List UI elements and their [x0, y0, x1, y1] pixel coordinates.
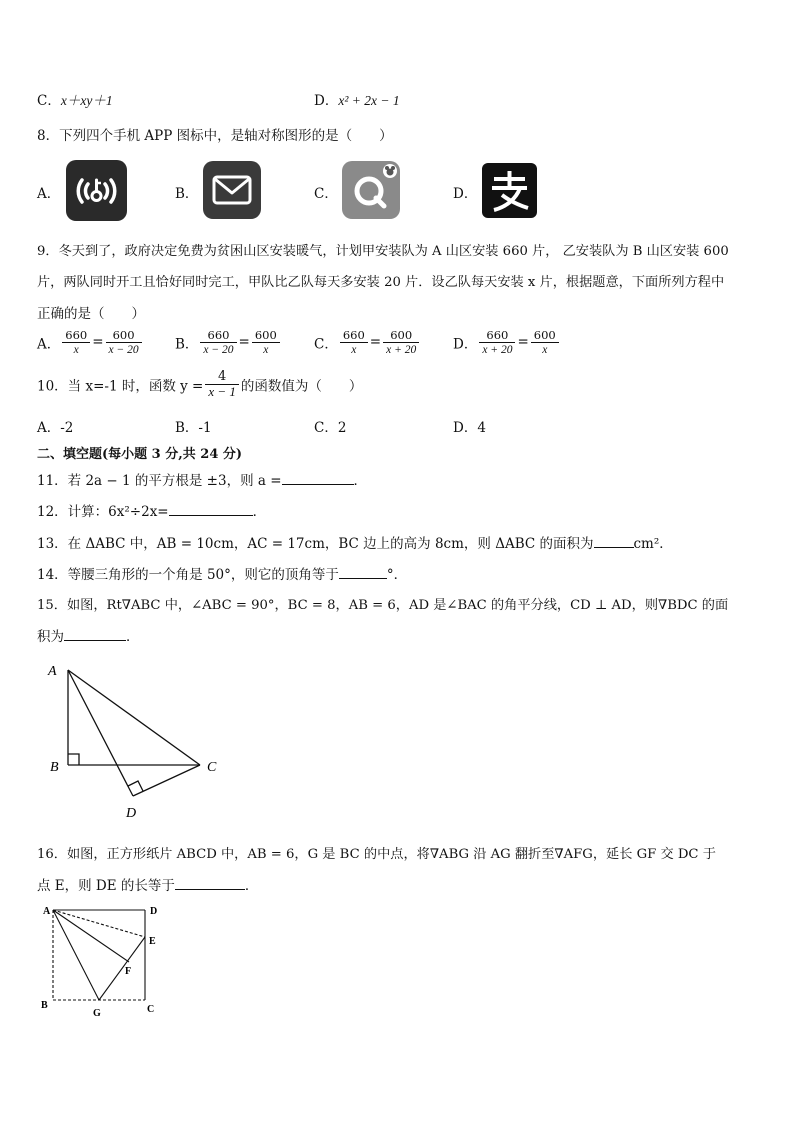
q8-option-a-label: A．: [37, 186, 61, 202]
q10-stem-post: 的函数值为（ ）: [240, 378, 363, 395]
q9-option-a-label: A．: [37, 336, 61, 353]
q12-post: ．: [252, 504, 267, 520]
q15-label-a: A: [48, 664, 57, 679]
q7-option-d-expr: x² + 2x − 1: [338, 93, 400, 108]
q16-line-2-pre: 点 E，则 DE 的长等于: [37, 878, 175, 894]
alipay-icon: [482, 163, 537, 218]
q15-line-1: 15．如图，Rt∇ABC 中，∠ABC = 90°，BC = 8，AB = 6，AD 是∠BAC 的角平分线，CD ⊥ AD，则∇BDC 的面: [37, 598, 729, 613]
q15-segment-cd: [133, 765, 200, 796]
section-2-heading: 二、填空题(每小题 3 分,共 24 分): [37, 447, 243, 462]
q9-option-b-label: B．: [175, 336, 199, 353]
q9-line-2: 片，两队同时开工且恰好同时完工，甲队比乙队每天多安装 20 片．设乙队每天安装 x 片，根据题意，下面所列方程中: [37, 275, 725, 290]
q16-line-2-post: ．: [244, 878, 259, 894]
q16-segment-af: [53, 910, 129, 962]
q15-label-d: D: [126, 806, 137, 821]
q9-line-1: 9．冬天到了，政府决定免费为贫困山区安装暖气，计划甲安装队为 A 山区安装 660 片， 乙安装队为 B 山区安装 600: [37, 244, 729, 259]
q16-label-a: A: [43, 906, 51, 917]
q10-option-b: B．-1: [175, 420, 212, 436]
q9-option-c-right-fraction: $\frac{600}{x + 20}$: [383, 328, 419, 357]
q9-option-b-left-fraction: $\frac{660}{x - 20}$: [200, 328, 236, 357]
q11: [37, 469, 367, 489]
q10-option-c: C．2: [314, 420, 347, 436]
q16-label-c: C: [147, 1004, 155, 1015]
q9-line-3: 正确的是（ ）: [37, 306, 145, 322]
q15-label-c: C: [207, 760, 217, 775]
q13: [37, 532, 673, 552]
q16-segment-ae: [53, 910, 145, 937]
q16-label-e: E: [149, 936, 156, 947]
q11-answer-blank[interactable]: [282, 470, 354, 485]
q10-option-d: D．4: [453, 420, 486, 436]
q7-option-d-label: D．: [314, 93, 339, 109]
q13-pre: 13．在 ΔABC 中，AB = 10cm，AC = 17cm，BC 边上的高为 8cm，则 ΔABC 的面积为: [37, 536, 594, 552]
q16-label-g: G: [93, 1008, 101, 1019]
q7-option-d: [314, 89, 400, 109]
q9-option-c-label: C．: [314, 336, 338, 353]
q16-label-d: D: [150, 906, 158, 917]
q16-label-b: B: [41, 1000, 48, 1011]
q15-segment-ac: [68, 670, 200, 765]
q9-option-a-right-fraction: $\frac{600}{x - 20}$: [106, 328, 142, 357]
q9-option-d-left-fraction: $\frac{660}{x + 20}$: [479, 328, 515, 357]
q7-option-c-expr: x＋xy＋1: [60, 93, 113, 108]
q14-answer-blank[interactable]: [339, 564, 387, 579]
q13-answer-blank[interactable]: [594, 533, 634, 548]
q14-pre: 14．等腰三角形的一个角是 50°，则它的顶角等于: [37, 567, 339, 583]
q12-answer-blank[interactable]: [169, 501, 253, 516]
q14: [37, 563, 407, 583]
q15-label-b: B: [50, 760, 59, 775]
q16-line-1: 16．如图，正方形纸片 ABCD 中，AB = 6，G 是 BC 的中点，将∇ABG 沿 AG 翻折至∇AFG，延长 GF 交 DC 于: [37, 847, 716, 862]
q15-line-2: [37, 625, 140, 645]
q9-option-a: A． $\frac{660}{x}$ = $\frac{600}{x - 20}$: [37, 328, 144, 357]
q8-option-d-label: D．: [453, 186, 478, 202]
q9-option-d-right-fraction: $\frac{600}{x}$: [531, 328, 559, 357]
q7-option-c: [37, 89, 113, 109]
q12: [37, 500, 266, 520]
q9-option-b: B． $\frac{660}{x - 20}$ = $\frac{600}{x}$: [175, 328, 282, 357]
q15-segment-ad: [68, 670, 133, 796]
q9-option-d-label: D．: [453, 336, 478, 353]
q9-option-d: D． $\frac{660}{x + 20}$ = $\frac{600}{x}$: [453, 328, 561, 357]
q9-option-c: C． $\frac{660}{x}$ = $\frac{600}{x + 20}$: [314, 328, 421, 357]
q10-option-a: A．-2: [37, 420, 74, 436]
q16-figure: [35, 900, 175, 1025]
q7-option-c-label: C．: [37, 93, 61, 109]
q13-post: cm²．: [633, 536, 673, 552]
q11-pre: 11．若 2a − 1 的平方根是 ±3，则 a =: [37, 473, 282, 489]
q8-stem: 8．下列四个手机 APP 图标中，是轴对称图形的是（ ）: [37, 128, 393, 144]
q16-answer-blank[interactable]: [175, 875, 245, 890]
q8-option-b-label: B．: [175, 186, 199, 202]
q16-line-2: [37, 874, 258, 894]
q10-fraction: $\frac{4}{x - 1}$: [205, 370, 239, 399]
q9-option-a-left-fraction: $\frac{660}{x}$: [62, 328, 90, 357]
wifi-key-icon: [66, 160, 127, 221]
q16-segment-ag: [53, 910, 99, 1000]
q9-option-c-left-fraction: $\frac{660}{x}$: [340, 328, 368, 357]
search-q-icon: [342, 161, 400, 219]
q12-pre: 12．计算：6x²÷2x=: [37, 504, 169, 520]
q15-answer-blank[interactable]: [64, 626, 126, 641]
q15-line-2-post: ．: [126, 629, 140, 645]
q10-stem-pre: 10．当 x=-1 时，函数 y =: [37, 378, 204, 395]
q14-post: °．: [386, 567, 408, 583]
q9-option-b-right-fraction: $\frac{600}{x}$: [252, 328, 280, 357]
q8-option-c-label: C．: [314, 186, 338, 202]
q10-stem: [37, 370, 362, 399]
q15-figure: [40, 655, 240, 825]
q15-right-angle-b: [68, 754, 79, 765]
q15-line-2-pre: 积为: [37, 629, 64, 645]
q16-label-f: F: [125, 966, 132, 977]
mail-icon: [203, 161, 261, 219]
q11-post: ．: [353, 473, 368, 489]
